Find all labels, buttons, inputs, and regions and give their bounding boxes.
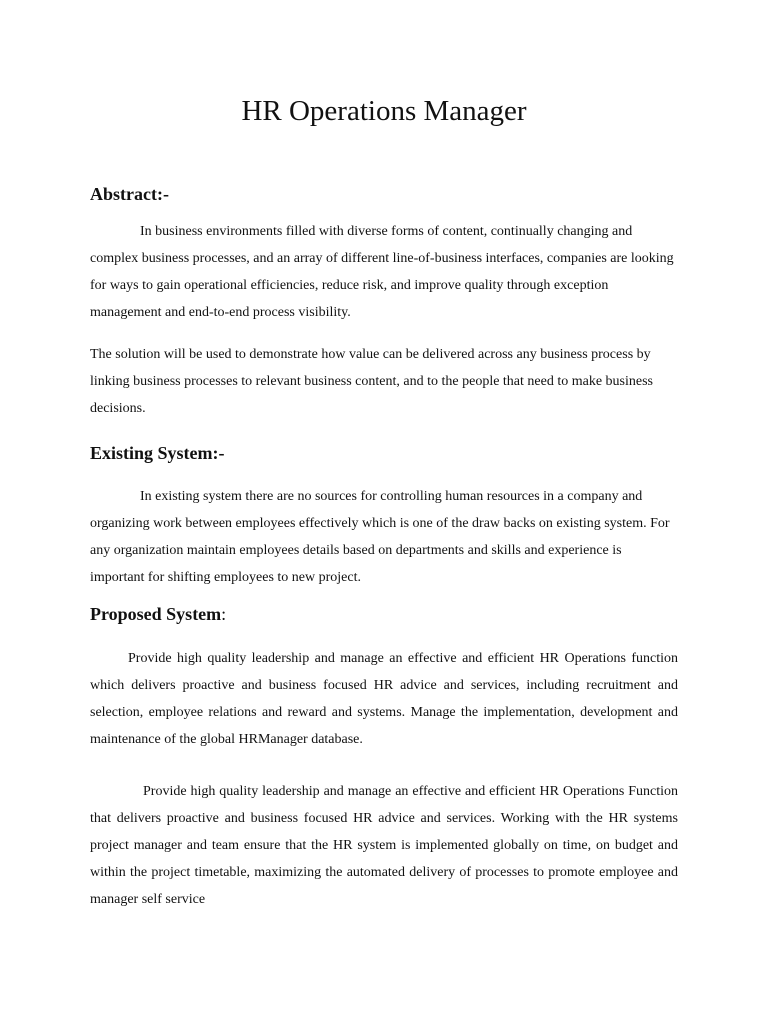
abstract-heading: Abstract:-: [90, 184, 169, 204]
existing-system-heading: Existing System:-: [90, 443, 225, 463]
document-title: HR Operations Manager: [241, 95, 527, 127]
proposed-system-heading: [90, 602, 226, 626]
proposed-system-paragraph-2: Provide high quality leadership and manage an effective and efficient HR Operations Function that delivers proactive and business focused HR advice and services. Working with the HR systems project manager and team ensure that the HR system is implemented globally on time, on budget and within the project timetable, maximizing the automated delivery of processes to promote employee and manager self service: [90, 784, 678, 907]
proposed-system-heading-text: Proposed System: [90, 604, 222, 624]
abstract-paragraph-1: In business environments filled with diverse forms of content, continually changing and complex business processes, and an array of different line-of-business interfaces, companies are looking for ways to gain operational efficiencies, reduce risk, and improve quality through exception management and end-to-end process visibility.: [90, 224, 674, 320]
abstract-paragraph-2: The solution will be used to demonstrate how value can be delivered across any business process by linking business processes to relevant business content, and to the people that need to make business decisions.: [90, 347, 653, 416]
proposed-system-heading-colon: :: [221, 604, 227, 624]
proposed-system-paragraph-1: Provide high quality leadership and manage an effective and efficient HR Operations function which delivers proactive and business focused HR advice and services, including recruitment and selection, employee relations and reward and systems. Manage the implementation, development and maintenance of the global HRManager database.: [90, 651, 678, 747]
existing-system-paragraph: In existing system there are no sources for controlling human resources in a company and organizing work between employees effectively which is one of the draw backs on existing system. For any organization maintain employees details based on departments and skills and experience is important for shifting employees to new project.: [90, 489, 670, 585]
